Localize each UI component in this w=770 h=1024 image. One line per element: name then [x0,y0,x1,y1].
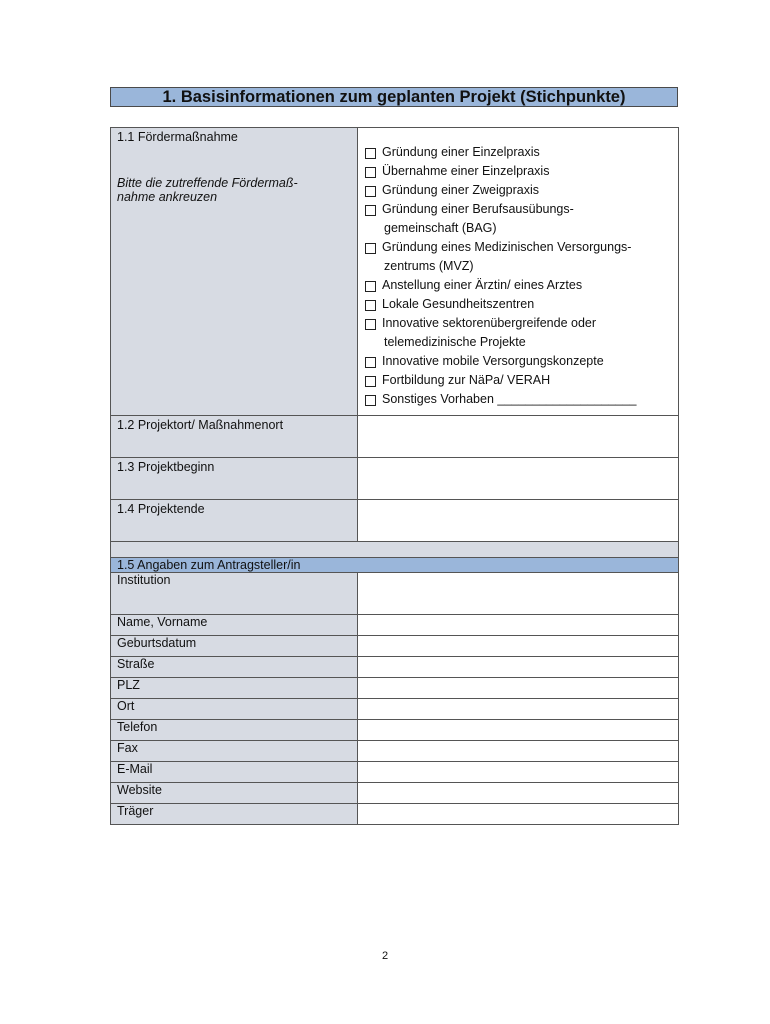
applicant-field-label [111,762,358,783]
projektende-label [111,500,358,542]
option-label-line1: Innovative sektorenübergreifende oder [382,316,597,330]
applicant-field-row [111,762,679,783]
checkbox-icon[interactable] [365,376,376,387]
applicant-field-input[interactable] [358,741,679,762]
applicant-field-label-text: Ort [117,699,135,713]
applicant-field-input[interactable] [358,804,679,825]
applicant-field-label [111,636,358,657]
projektbeginn-row [111,458,679,500]
checkbox-icon[interactable] [365,357,376,368]
applicant-field-input[interactable] [358,720,679,741]
applicant-field-label-text: Telefon [117,720,158,734]
option-label-line1: Gründung eines Medizinischen Versorgungs- [382,240,632,254]
applicant-fields [111,573,679,825]
option-label [382,238,631,276]
applicant-field-label [111,804,358,825]
applicant-field-input[interactable] [358,657,679,678]
projektende-row [111,500,679,542]
applicant-field-row [111,573,679,615]
option-label-line1: Gründung einer Zweigpraxis [382,183,540,197]
applicant-field-label-text: Fax [117,741,138,755]
applicant-field-row [111,615,679,636]
projektort-field[interactable] [358,416,679,458]
spacer-row [111,542,679,558]
option-label-line1: Gründung einer Berufsausübungs- [382,202,574,216]
option-label [382,314,596,352]
applicant-field-input[interactable] [358,762,679,783]
checkbox-icon[interactable] [365,167,376,178]
applicant-field-label-text: Institution [117,573,171,587]
applicant-field-label [111,615,358,636]
applicant-field-label [111,573,358,615]
section-heading: 1. Basisinformationen zum geplanten Projekt (Stichpunkte) [110,87,678,107]
projektort-label-text: 1.2 Projektort/ Maßnahmenort [117,418,284,432]
applicant-field-input[interactable] [358,783,679,804]
applicant-field-row [111,636,679,657]
applicant-field-row [111,783,679,804]
option-item[interactable] [364,238,672,276]
checkbox-icon[interactable] [365,395,376,406]
option-label [382,200,574,238]
checkbox-icon[interactable] [365,148,376,159]
applicant-field-input[interactable] [358,699,679,720]
applicant-field-input[interactable] [358,636,679,657]
projektort-row [111,416,679,458]
option-label-line2: telemedizinische Projekte [384,335,526,349]
applicant-section-label: 1.5 Angaben zum Antragsteller/in [111,558,679,573]
option-item[interactable] [364,162,672,181]
applicant-field-label [111,741,358,762]
option-item[interactable] [364,200,672,238]
foerdermassnahme-options-cell [358,128,679,416]
projektende-field[interactable] [358,500,679,542]
checkbox-icon[interactable] [365,243,376,254]
option-item[interactable] [364,390,672,409]
applicant-field-label-text: Geburtsdatum [117,636,197,650]
foerdermassnahme-label-cell [111,128,358,416]
applicant-field-label [111,657,358,678]
foerdermassnahme-label: 1.1 Fördermaßnahme [117,130,238,144]
applicant-field-label-text: E-Mail [117,762,153,776]
spacer-cell [111,542,679,558]
applicant-field-input[interactable] [358,678,679,699]
option-label-line1: Gründung einer Einzelpraxis [382,145,540,159]
applicant-field-label-text: Website [117,783,162,797]
option-item[interactable] [364,295,672,314]
checkbox-icon[interactable] [365,319,376,330]
option-label-line1: Fortbildung zur NäPa/ VERAH [382,373,551,387]
projektbeginn-field[interactable] [358,458,679,500]
applicant-field-label-text: Straße [117,657,155,671]
option-label-line2: zentrums (MVZ) [384,259,474,273]
checkbox-icon[interactable] [365,205,376,216]
option-item[interactable] [364,143,672,162]
option-checkbox-list [364,128,672,415]
applicant-field-row [111,678,679,699]
applicant-field-row [111,699,679,720]
projektbeginn-label [111,458,358,500]
option-label [382,162,549,181]
option-item[interactable] [364,371,672,390]
projektort-label [111,416,358,458]
option-item[interactable] [364,314,672,352]
page-number: 2 [381,950,389,962]
option-label [382,352,604,371]
checkbox-icon[interactable] [365,186,376,197]
applicant-field-input[interactable] [358,573,679,615]
applicant-field-row [111,657,679,678]
foerdermassnahme-hint: Bitte die zutreffende Fördermaß-nahme ankreuzen [117,176,298,204]
option-label [382,390,636,409]
applicant-field-row [111,720,679,741]
applicant-field-label [111,699,358,720]
option-label-line1: Lokale Gesundheitszentren [382,297,535,311]
applicant-field-row [111,804,679,825]
applicant-field-label-text: Träger [117,804,154,818]
option-item[interactable] [364,181,672,200]
applicant-field-row [111,741,679,762]
option-label-line2: gemeinschaft (BAG) [384,221,497,235]
applicant-section-row [111,558,679,573]
checkbox-icon[interactable] [365,300,376,311]
applicant-field-label [111,678,358,699]
option-label-line1: Übernahme einer Einzelpraxis [382,164,550,178]
applicant-field-label [111,783,358,804]
projektbeginn-label-text: 1.3 Projektbeginn [117,460,215,474]
option-item[interactable] [364,276,672,295]
option-label-line1: Anstellung einer Ärztin/ eines Arztes [382,278,583,292]
applicant-field-label-text: PLZ [117,678,140,692]
option-label [382,276,582,295]
applicant-field-label [111,720,358,741]
option-label [382,181,539,200]
projektende-label-text: 1.4 Projektende [117,502,205,516]
foerdermassnahme-row [111,128,679,416]
applicant-field-label-text: Name, Vorname [117,615,208,629]
project-form-table [110,127,679,825]
option-item[interactable] [364,352,672,371]
applicant-field-input[interactable] [358,615,679,636]
option-label-line1: Sonstiges Vorhaben ____________________ [382,392,637,406]
checkbox-icon[interactable] [365,281,376,292]
option-label [382,143,540,162]
option-label-line1: Innovative mobile Versorgungskonzepte [382,354,604,368]
option-label [382,371,550,390]
option-label [382,295,534,314]
